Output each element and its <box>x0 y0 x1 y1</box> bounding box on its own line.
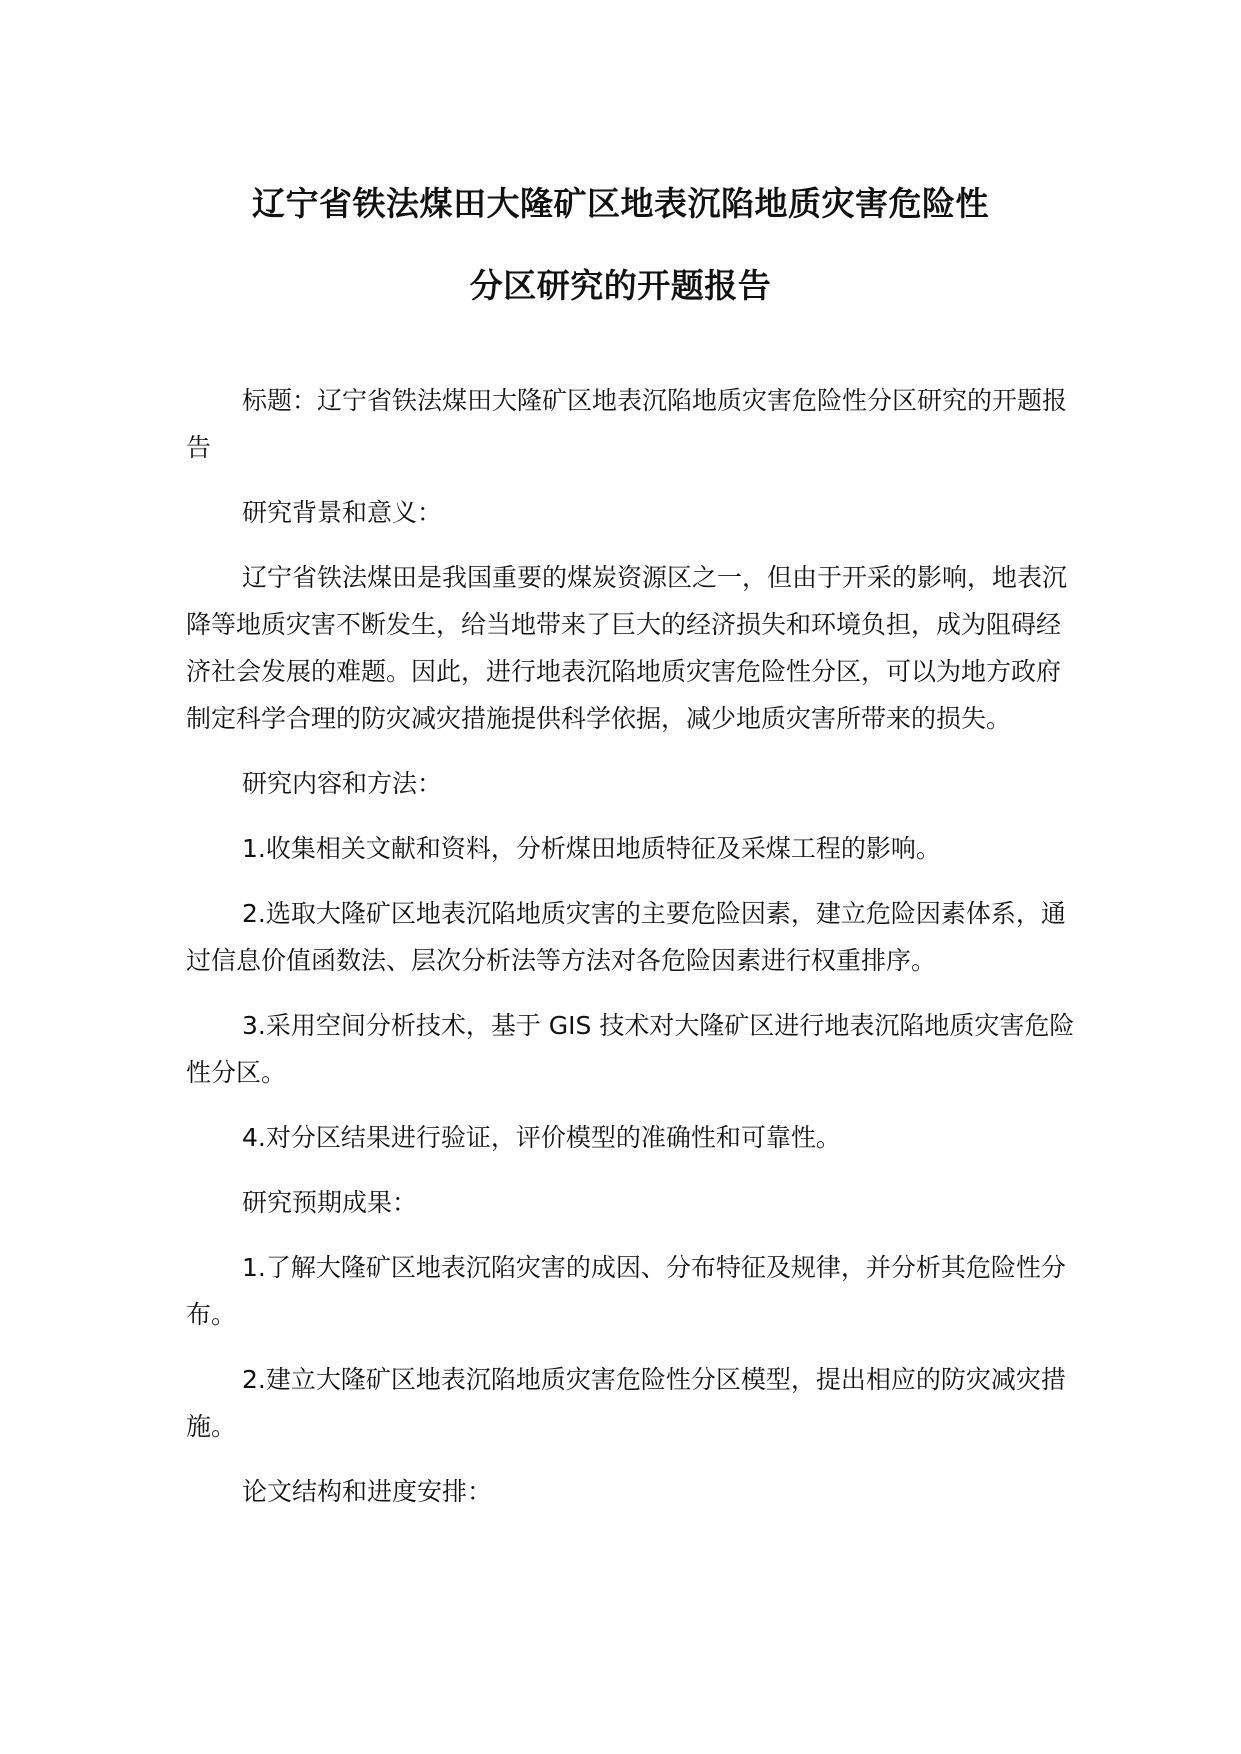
paragraph-method-4: 4.对分区结果进行验证，评价模型的准确性和可靠性。 <box>242 1123 841 1152</box>
section-heading-structure: 论文结构和进度安排： <box>242 1477 493 1506</box>
paragraph-outcome-2: 2.建立大隆矿区地表沉陷地质灾害危险性分区模型，提出相应的防灾减灾措施。 <box>186 1365 1066 1441</box>
paragraph-outcome-1: 1.了解大隆矿区地表沉陷灾害的成因、分布特征及规律，并分析其危险性分布。 <box>186 1253 1066 1329</box>
paragraph-method-2: 2.选取大隆矿区地表沉陷地质灾害的主要危险因素，建立危险因素体系，通过信息价值函数法、层次分析法等方法对各危险因素进行权重排序。 <box>186 899 1066 975</box>
paragraph-method-1: 1.收集相关文献和资料，分析煤田地质特征及采煤工程的影响。 <box>242 834 941 863</box>
paragraph-background: 辽宁省铁法煤田是我国重要的煤炭资源区之一，但由于开采的影响，地表沉降等地质灾害不断发生，给当地带来了巨大的经济损失和环境负担，成为阻碍经济社会发展的难题。因此，进行地表沉陷地质灾害危险性分区，可以为地方政府制定科学合理的防灾减灾措施提供科学依据，减少地质灾害所带来的损失。 <box>186 563 1068 733</box>
section-heading-outcomes: 研究预期成果： <box>242 1188 418 1217</box>
paragraph-title: 标题：辽宁省铁法煤田大隆矿区地表沉陷地质灾害危险性分区研究的开题报告 <box>186 386 1068 462</box>
section-heading-background: 研究背景和意义： <box>242 498 443 527</box>
document-title-line-2: 分区研究的开题报告 <box>469 266 772 305</box>
section-heading-methods: 研究内容和方法： <box>242 769 443 798</box>
paragraph-method-3: 3.采用空间分析技术，基于 GIS 技术对大隆矿区进行地表沉陷地质灾害危险性分区。 <box>186 1011 1075 1087</box>
document-title-line-1: 辽宁省铁法煤田大隆矿区地表沉陷地质灾害危险性 <box>252 184 989 223</box>
document-body <box>186 377 1076 1533</box>
